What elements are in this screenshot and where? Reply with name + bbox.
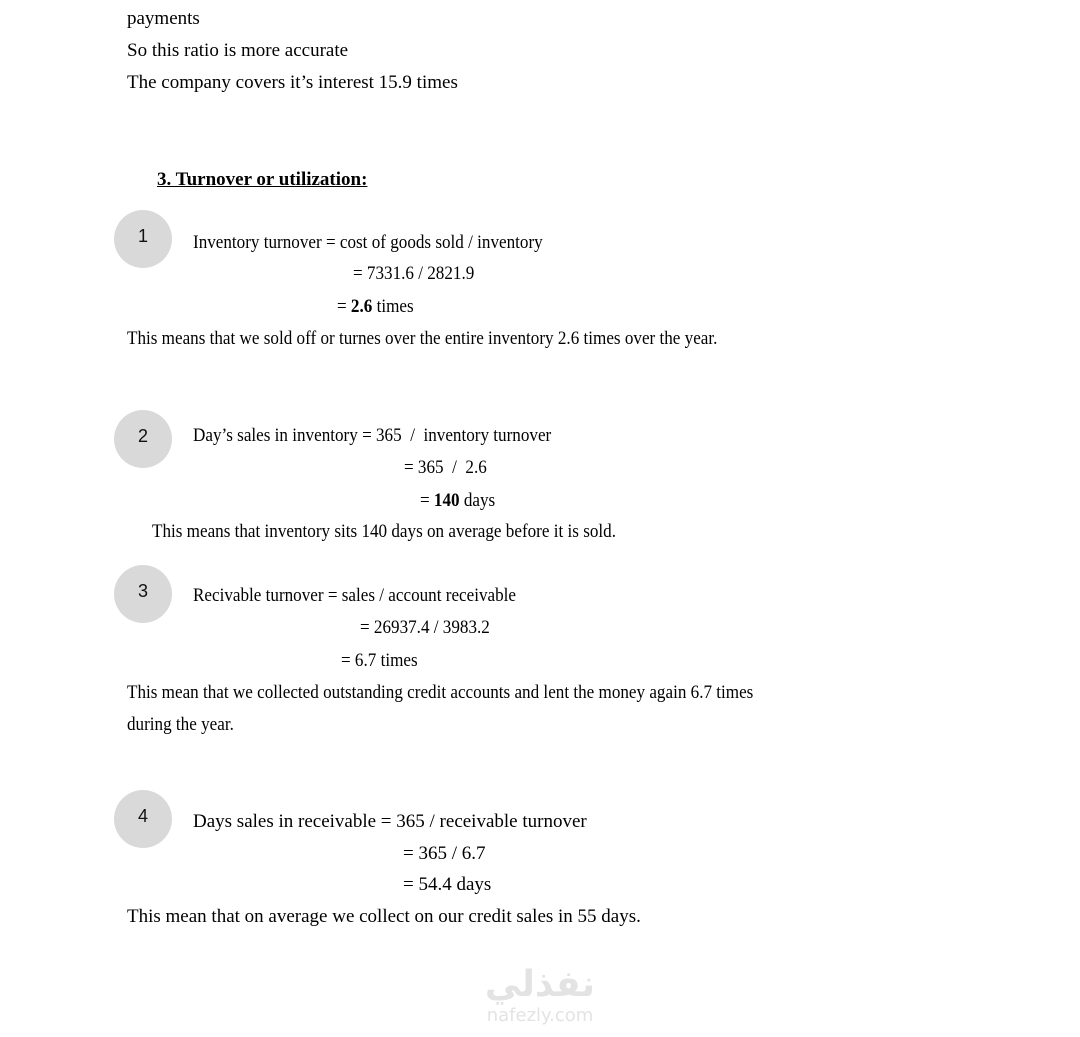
formula: Recivable turnover = sales / account receivable	[193, 585, 517, 606]
intro-line: The company covers it’s interest 15.9 times	[127, 72, 458, 93]
formula: Days sales in receivable = 365 / receivable turnover	[193, 811, 587, 832]
result-prefix: =	[337, 296, 351, 317]
step-number: 1	[137, 226, 148, 246]
formula-result	[337, 296, 414, 318]
result-value: 2.6	[350, 296, 373, 317]
formula-result	[420, 490, 495, 512]
step-number: 3	[137, 581, 148, 601]
formula-step: = 365 / 2.6	[404, 457, 487, 478]
watermark-latin: nafezly.com	[486, 1005, 594, 1026]
watermark-logo	[470, 965, 610, 1027]
explanation: This means that we sold off or turnes over the entire inventory 2.6 times over the year.	[127, 328, 718, 349]
formula-result: = 54.4 days	[403, 874, 492, 895]
intro-line: payments	[127, 8, 200, 29]
explanation: during the year.	[127, 714, 234, 735]
explanation: This mean that we collected outstanding credit accounts and lent the money again 6.7 times	[127, 682, 754, 703]
explanation: This means that inventory sits 140 days on average before it is sold.	[152, 521, 616, 542]
formula-result: = 6.7 times	[341, 650, 418, 671]
result-prefix: =	[420, 490, 434, 511]
result-suffix: days	[459, 490, 496, 511]
step-number-badge	[114, 565, 172, 623]
intro-line: So this ratio is more accurate	[127, 40, 349, 61]
formula: Day’s sales in inventory = 365 / inventory turnover	[193, 425, 552, 446]
step-number: 4	[137, 806, 148, 826]
formula-step: = 26937.4 / 3983.2	[360, 617, 490, 638]
result-value: 140	[433, 490, 460, 511]
step-number-badge	[114, 410, 172, 468]
step-number: 2	[137, 426, 148, 446]
step-number-badge	[114, 210, 172, 268]
explanation: This mean that on average we collect on our credit sales in 55 days.	[127, 906, 641, 927]
formula-step: = 365 / 6.7	[403, 843, 486, 864]
formula-step: = 7331.6 / 2821.9	[353, 263, 475, 284]
section-heading: 3. Turnover or utilization:	[157, 169, 368, 190]
formula: Inventory turnover = cost of goods sold / inventory	[193, 232, 543, 253]
result-suffix: times	[372, 296, 414, 317]
watermark-arabic: نفذلي	[484, 964, 596, 1005]
step-number-badge	[114, 790, 172, 848]
